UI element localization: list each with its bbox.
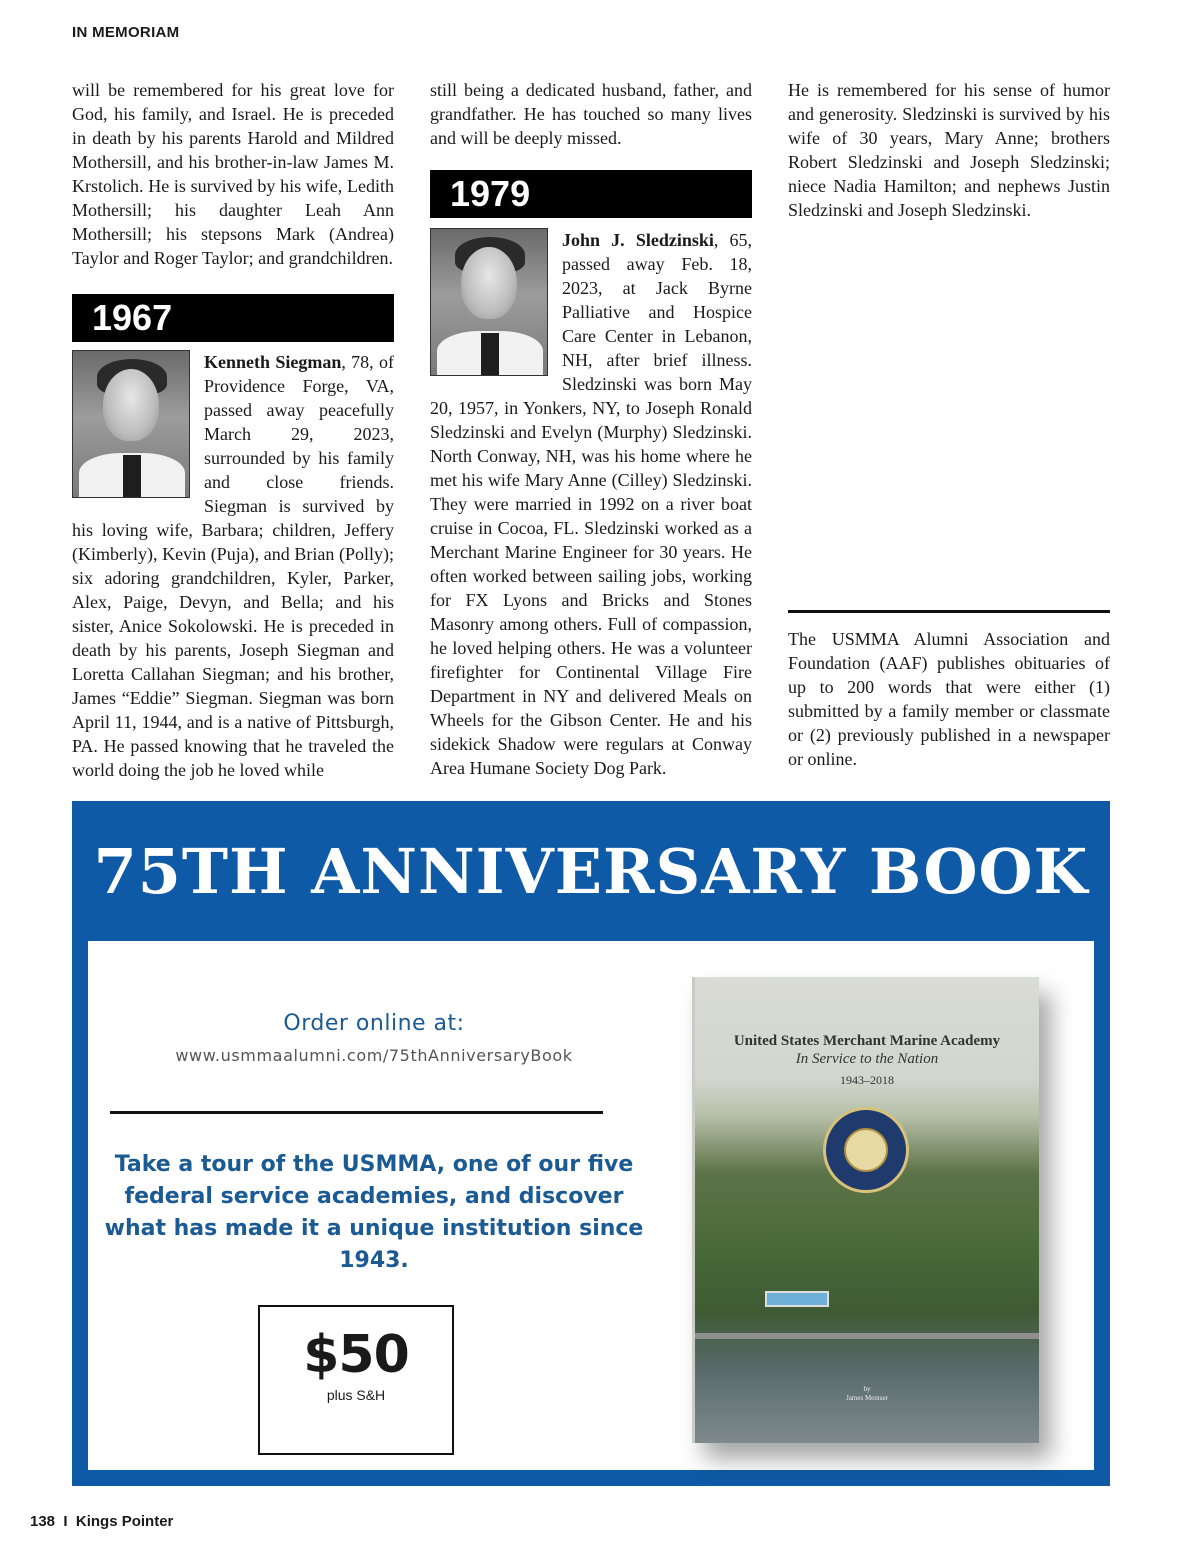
ad-title: 75TH ANNIVERSARY BOOK bbox=[93, 835, 1089, 908]
column-2 bbox=[430, 78, 752, 780]
ad-tagline: Take a tour of the USMMA, one of our five federal service academies, and discover what has made it a unique institution since 1943. bbox=[104, 1152, 644, 1273]
pier-graphic bbox=[695, 1333, 1039, 1339]
academy-seal-icon bbox=[823, 1107, 909, 1193]
obituary-continuation: still being a dedicated husband, father, and grandfather. He has touched so many lives and will be deeply missed. bbox=[430, 80, 752, 148]
portrait-photo-siegman bbox=[72, 350, 190, 498]
book-cover-image bbox=[692, 977, 1039, 1443]
obituary-name: Kenneth Siegman bbox=[204, 352, 342, 372]
divider bbox=[788, 610, 1110, 613]
book-by: by bbox=[863, 1385, 871, 1393]
class-year-header: 1979 bbox=[430, 170, 752, 218]
order-url-link[interactable]: www.usmmaalumni.com/75thAnniversaryBook bbox=[175, 1046, 573, 1065]
page-footer: 138 I Kings Pointer bbox=[30, 1513, 174, 1530]
price: $50 bbox=[303, 1325, 409, 1385]
obituary-continuation: He is remembered for his sense of humor and generosity. Sledzinski is survived by his wife of 30 years, Mary Anne; brothers Robert Sledzinski and Joseph Sledzinski; niece Nadia Hamilton; and nephews Justin Sledzinski and Joseph Sledzinski. bbox=[788, 80, 1110, 220]
price-note: plus S&H bbox=[326, 1387, 386, 1403]
book-author: James Mentser bbox=[846, 1394, 888, 1402]
obituary-continuation: will be remembered for his great love for God, his family, and Israel. He is preceded in death by his parents Harold and Mildred Mothersill, and his brother-in-law James M. Krstolich. He is survived by his wife, Ledith Mothersill; his daughter Leah Ann Mothersill; his stepsons Mark (Andrea) Taylor and Roger Taylor; and grandchildren. bbox=[72, 80, 394, 268]
obituary-name: John J. Sledzinski bbox=[562, 230, 714, 250]
section-label: IN MEMORIAM bbox=[72, 24, 180, 41]
book-title: United States Merchant Marine Academy bbox=[733, 1033, 1001, 1049]
ad-panel bbox=[88, 941, 1094, 1470]
divider bbox=[110, 1111, 603, 1114]
portrait-photo-sledzinski bbox=[430, 228, 548, 376]
obituary-policy-notice: The USMMA Alumni Association and Foundation (AAF) publishes obituaries of up to 200 words that were either (1) submitted by a family member or classmate or (2) previously published in a newspaper or online. bbox=[788, 629, 1110, 769]
order-label: Order online at: bbox=[283, 1011, 465, 1036]
obituary-body: , 78, of Providence Forge, VA, passed away peacefully March 29, 2023, surrounded by his family and close friends. Siegman is survived by his loving wife, Barbara; children, Jeffery (Kimberly), Kevin (Puja), and Brian (Polly); six adoring grandchildren, Kyler, Parker, Alex, Paige, Devyn, and Bella; and his sister, Anice Sokolowski. He is preceded in death by his parents, Joseph Siegman and Loretta Callahan Siegman; and his brother, James “Eddie” Siegman. Siegman was born April 11, 1944, and is a native of Pittsburgh, PA. He passed knowing that he traveled the world doing the job he loved while bbox=[72, 352, 394, 780]
obituary-body: , 65, passed away Feb. 18, 2023, at Jack Byrne Palliative and Hospice Care Center in Lebanon, NH, after brief illness. Sledzinski was born May 20, 1957, in Yonkers, NY, to Joseph Ronald Sledzinski and Evelyn (Murphy) Sledzinski. North Conway, NH, was his home where he met his wife Mary Anne (Cilley) Sledzinski. They were married in 1992 on a river boat cruise in Cocoa, FL. Sledzinski worked as a Merchant Marine Engineer for 30 years. He often worked between sailing jobs, working for FX Lyons and Bricks and Stones Masonry among others. Full of compassion, he loved helping others. He was a volunteer firefighter for Continental Village Fire Department in NY and delivered Meals on Wheels for the Gibson Center. He and his sidekick Shadow were regulars at Conway Area Humane Society Dog Park. bbox=[430, 230, 752, 778]
book-years: 1943–2018 bbox=[840, 1073, 894, 1087]
column-1 bbox=[72, 78, 394, 782]
anniversary-book-ad bbox=[72, 801, 1110, 1486]
price-box bbox=[258, 1305, 454, 1455]
book-subtitle: In Service to the Nation bbox=[795, 1051, 939, 1067]
column-3 bbox=[788, 78, 1110, 771]
pool-graphic bbox=[765, 1291, 829, 1307]
class-year-header: 1967 bbox=[72, 294, 394, 342]
